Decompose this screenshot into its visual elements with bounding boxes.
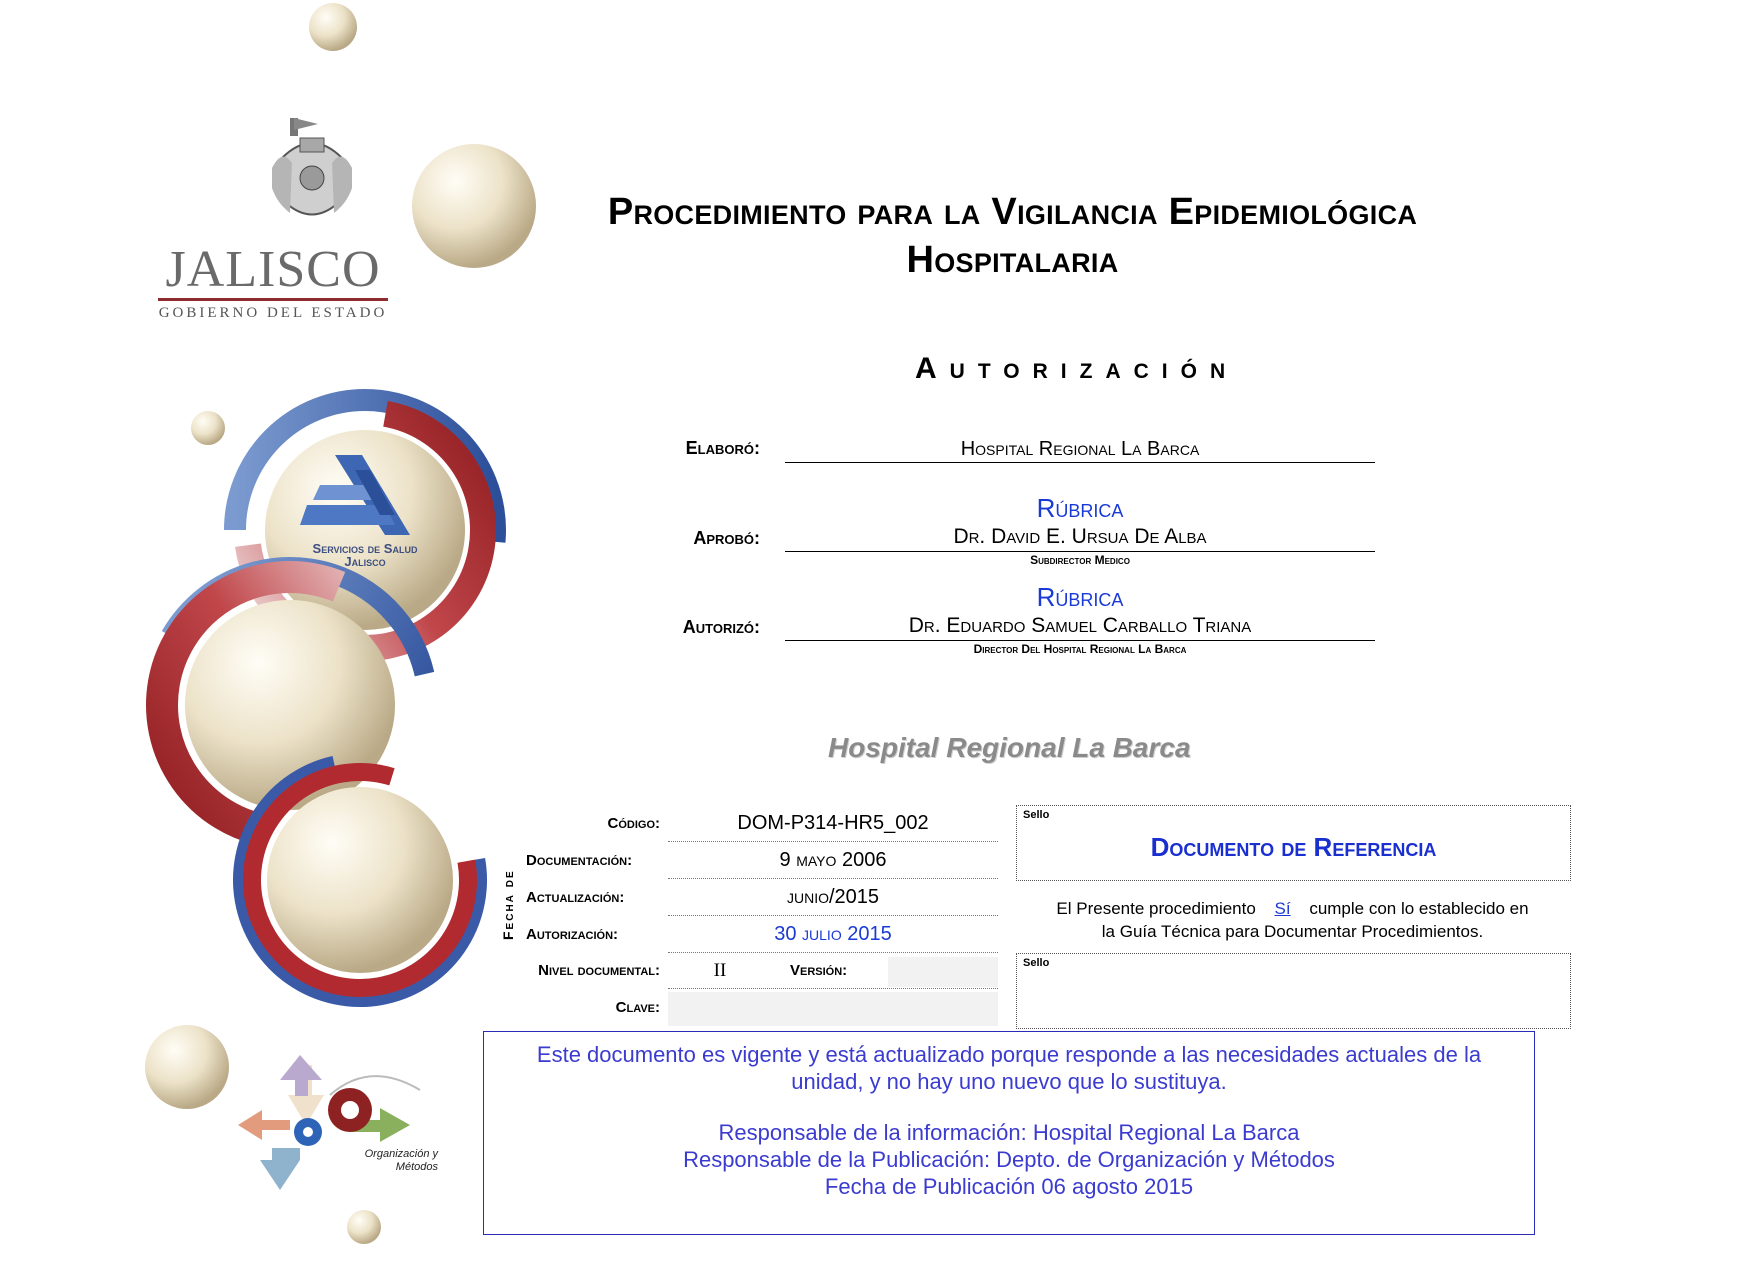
autorizo-rubrica: Rúbrica [1036, 582, 1124, 612]
ssj-logo-text [295, 542, 435, 568]
codigo-label: Código: [607, 815, 660, 832]
nivel-value: II [713, 960, 727, 981]
clave-label: Clave: [615, 999, 660, 1016]
autorizo-name: Dr. Eduardo Samuel Carballo Triana [908, 614, 1252, 637]
sello-label-2: Sello [1023, 957, 1050, 969]
autorizacion-value: 30 julio 2015 [774, 923, 892, 945]
actualizacion-line [668, 915, 998, 916]
compliance-statement [1016, 897, 1569, 943]
page-title [0, 188, 1754, 284]
title-line-2: Hospitalaria [906, 239, 1119, 281]
org-line2: Métodos [395, 1161, 438, 1173]
autorizacion-line [668, 952, 998, 953]
documentacion-value: 9 mayo 2006 [779, 849, 887, 871]
doc-reference-title: Documento de Referencia [1150, 832, 1437, 862]
nivel-label: Nivel documental: [538, 962, 660, 979]
actualizacion-value: junio/2015 [786, 886, 880, 908]
autorizacion-label: Autorización: [526, 926, 619, 943]
note-line1: Este documento es vigente y está actualizado porque responde a las necesidades actuales de la [536, 1042, 1482, 1067]
reference-stamp-box [1016, 805, 1571, 881]
actualizacion-label: Actualización: [526, 889, 625, 906]
note-resp-info: Responsable de la información: Hospital Regional La Barca [718, 1120, 1300, 1145]
sello-label: Sello [1023, 809, 1050, 821]
statement-line2: la Guía Técnica para Documentar Procedimientos. [1101, 922, 1484, 941]
documentacion-label: Documentación: [526, 852, 633, 869]
autorizo-role: Director Del Hospital Regional La Barca [973, 642, 1187, 656]
ssj-line2: Jalisco [344, 554, 386, 569]
statement-pre: El Presente procedimiento [1056, 899, 1261, 918]
sello-box [1016, 953, 1571, 1029]
codigo-line [668, 841, 998, 842]
elaboro-label: Elaboró: [685, 438, 760, 458]
logo-subtitle: GOBIERNO DEL ESTADO [158, 305, 388, 321]
validity-note-box [483, 1031, 1535, 1235]
title-line-1: Procedimiento para la Vigilancia Epidemiológica [607, 191, 1418, 233]
version-label: Versión: [790, 962, 848, 979]
pearl-decoration [145, 1025, 229, 1109]
nivel-line [668, 988, 998, 989]
hospital-name-watermark: Hospital Regional La Barca [828, 732, 1191, 763]
fecha-de-label: Fecha de [500, 869, 516, 940]
aprobo-label: Aprobó: [693, 528, 760, 548]
autorizo-label: Autorizó: [682, 617, 760, 637]
org-metodos-text [318, 1148, 438, 1174]
aprobo-rubrica: Rúbrica [1036, 493, 1124, 523]
aprobo-role: Subdirector Medico [1030, 553, 1130, 567]
pearl-decoration [191, 411, 225, 445]
ssj-line1: Servicios de Salud [312, 541, 418, 556]
statement-answer: Sí [1274, 899, 1291, 918]
pearl-decoration [347, 1210, 381, 1244]
autorizo-line [785, 640, 1375, 641]
logo-name: JALISCO [158, 242, 388, 301]
note-line2: unidad, y no hay uno nuevo que lo sustituya. [791, 1069, 1227, 1094]
documentacion-line [668, 878, 998, 879]
codigo-value: DOM-P314-HR5_002 [737, 812, 929, 834]
aprobo-name: Dr. David E. Ursua De Alba [953, 525, 1207, 548]
statement-post: cumple con lo establecido en [1304, 899, 1529, 918]
elaboro-value: Hospital Regional La Barca [960, 438, 1200, 460]
clave-value [668, 992, 998, 1026]
elaboro-line [785, 462, 1375, 463]
version-value [888, 957, 998, 987]
note-resp-pub: Responsable de la Publicación: Depto. de Organización y Métodos [683, 1147, 1335, 1172]
note-fecha-pub: Fecha de Publicación 06 agosto 2015 [824, 1174, 1194, 1199]
section-heading: Autorización [915, 352, 1239, 385]
aprobo-line [785, 551, 1375, 552]
pearl-decoration [309, 3, 357, 51]
org-line1: Organización y [364, 1148, 438, 1160]
